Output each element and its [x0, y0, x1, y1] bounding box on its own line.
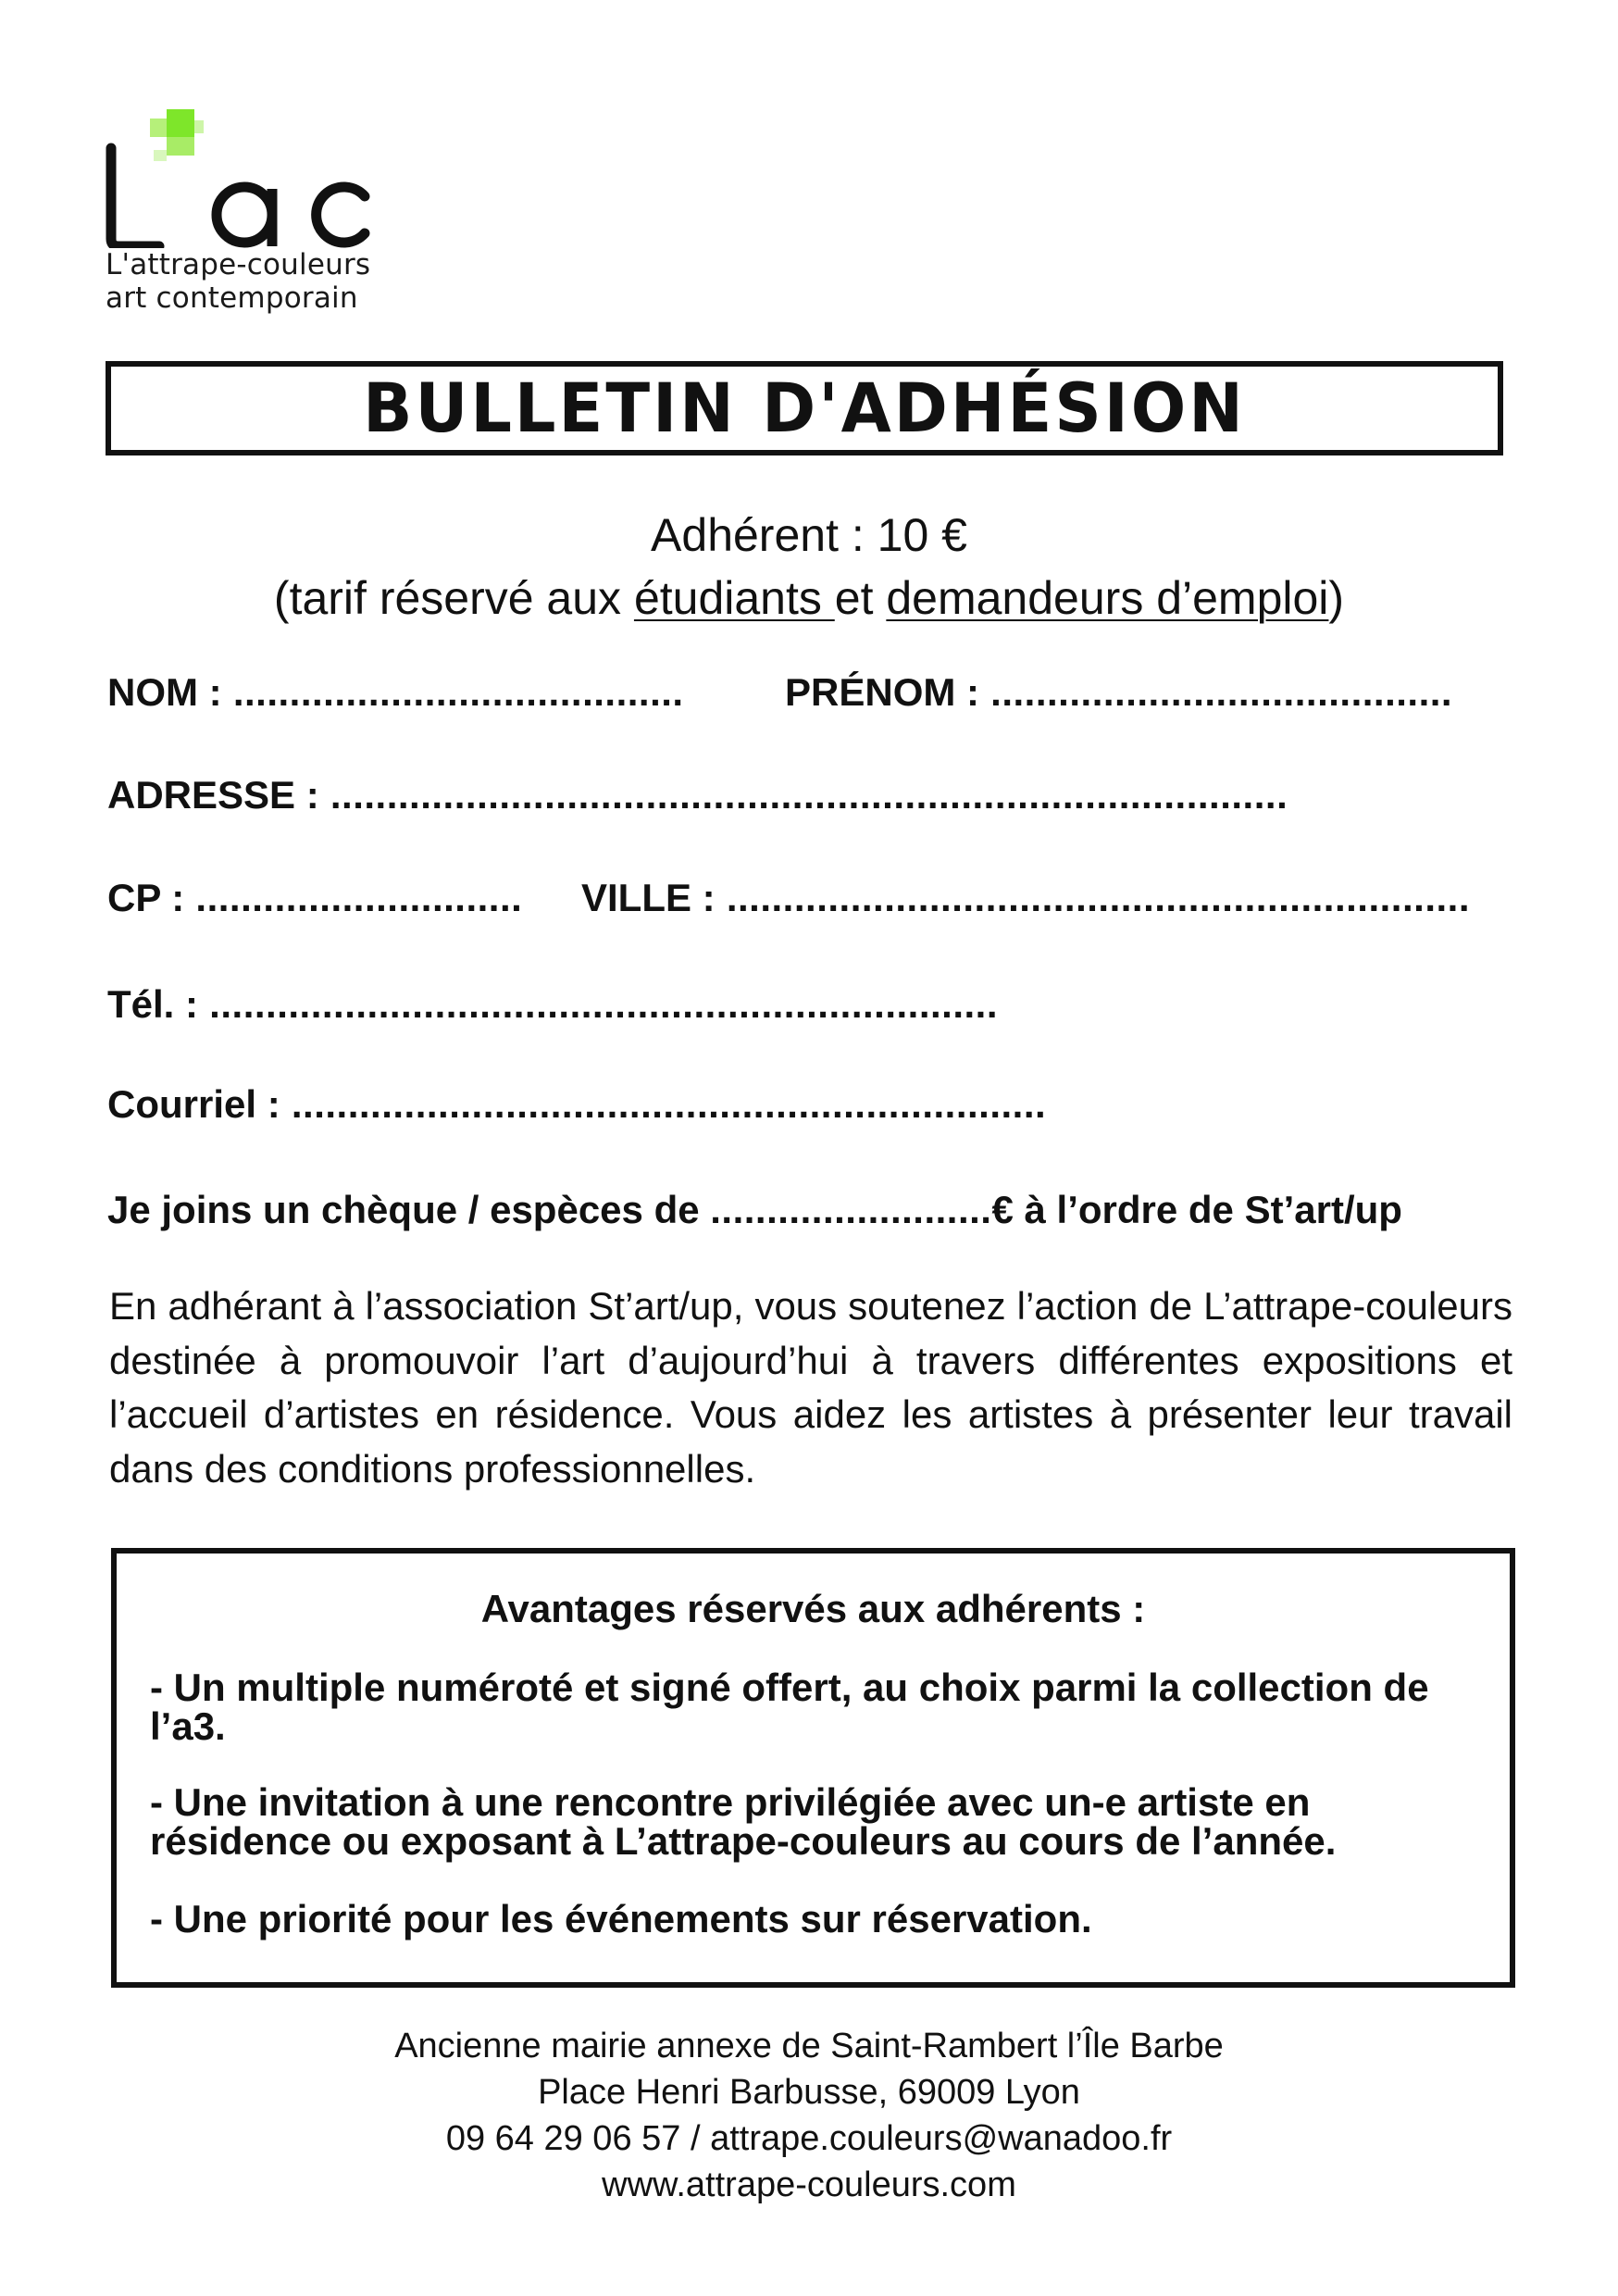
- cp-label: CP :: [107, 876, 185, 919]
- tel-label: Tél. :: [107, 982, 199, 1026]
- tel-field[interactable]: ......................................................................: [198, 982, 999, 1026]
- footer-website[interactable]: www.attrape-couleurs.com: [602, 2165, 1016, 2204]
- association-paragraph: En adhérant à l’association St’art/up, vous soutenez l’action de L’attrape-couleurs destinée à promouvoir l’art d’aujourd’hui à travers différentes expositions et l’accueil d’artistes en résidence. Vous aidez les artistes à présenter leur travail dans des conditions professionnelles.: [109, 1284, 1512, 1491]
- tarif-jobseekers: demandeurs d’emploi: [886, 572, 1329, 624]
- advantages-box: [111, 1548, 1515, 1988]
- logo-line-2: art contemporain: [106, 281, 358, 315]
- tarif-students: étudiants: [633, 572, 835, 624]
- advantage-item: - Un multiple numéroté et signé offert, au choix parmi la collection de l’a3.: [150, 1666, 1429, 1748]
- nom-prenom-row: [107, 669, 684, 716]
- courriel-field[interactable]: ...................................................................: [280, 1082, 1047, 1126]
- lac-logo-mark: [104, 109, 381, 248]
- logo: [104, 109, 381, 322]
- title-box: [106, 361, 1503, 455]
- tarif-mid: et: [834, 572, 887, 624]
- footer-address-2: Place Henri Barbusse, 69009 Lyon: [538, 2073, 1080, 2112]
- nom-label: NOM :: [107, 670, 222, 714]
- footer-address-1: Ancienne mairie annexe de Saint-Rambert l’Île Barbe: [394, 2027, 1224, 2065]
- ville-field[interactable]: ..................................................................: [715, 876, 1470, 919]
- courriel-row: [107, 1081, 1046, 1128]
- tel-row: [107, 981, 998, 1028]
- cheque-suffix: € à l’ordre de St’art/up: [991, 1188, 1402, 1231]
- adresse-label: ADRESSE :: [107, 773, 319, 817]
- courriel-label: Courriel :: [107, 1082, 280, 1126]
- tarif-post: ): [1328, 572, 1345, 624]
- adresse-row: [107, 772, 1288, 818]
- ville-row: [581, 875, 1470, 921]
- tarif-line-2: [106, 570, 1512, 626]
- prenom-field[interactable]: .........................................: [979, 670, 1453, 714]
- page-title: BULLETIN D'ADHÉSION: [363, 368, 1246, 449]
- nom-field[interactable]: ........................................: [221, 670, 684, 714]
- prenom-row: [785, 669, 1452, 716]
- cp-field[interactable]: .............................: [184, 876, 523, 919]
- advantage-item: - Une priorité pour les événements sur réservation.: [150, 1897, 1092, 1940]
- logo-line-1: L'attrape-couleurs: [106, 248, 371, 281]
- cheque-label: Je joins un chèque / espèces de: [107, 1188, 711, 1231]
- ville-label: VILLE :: [581, 876, 716, 919]
- cp-row: [107, 875, 522, 921]
- footer-contact[interactable]: 09 64 29 06 57 / attrape.couleurs@wanadoo.fr: [445, 2119, 1173, 2158]
- advantage-item: - Une invitation à une rencontre privilégiée avec un-e artiste en résidence ou exposant à L’attrape-couleurs au cours de l’année.: [150, 1780, 1337, 1863]
- cheque-row: [107, 1187, 1402, 1233]
- cheque-amount-field[interactable]: .........................: [710, 1188, 992, 1231]
- tarif-line-1: Adhérent : 10 €: [651, 509, 967, 561]
- logo-subtitle: [106, 248, 370, 315]
- prenom-label: PRÉNOM :: [785, 670, 979, 714]
- advantages-title: Avantages réservés aux adhérents :: [480, 1587, 1146, 1630]
- tarif-pre: (tarif réservé aux: [273, 572, 634, 624]
- adresse-field[interactable]: .....................................................................................: [318, 773, 1288, 817]
